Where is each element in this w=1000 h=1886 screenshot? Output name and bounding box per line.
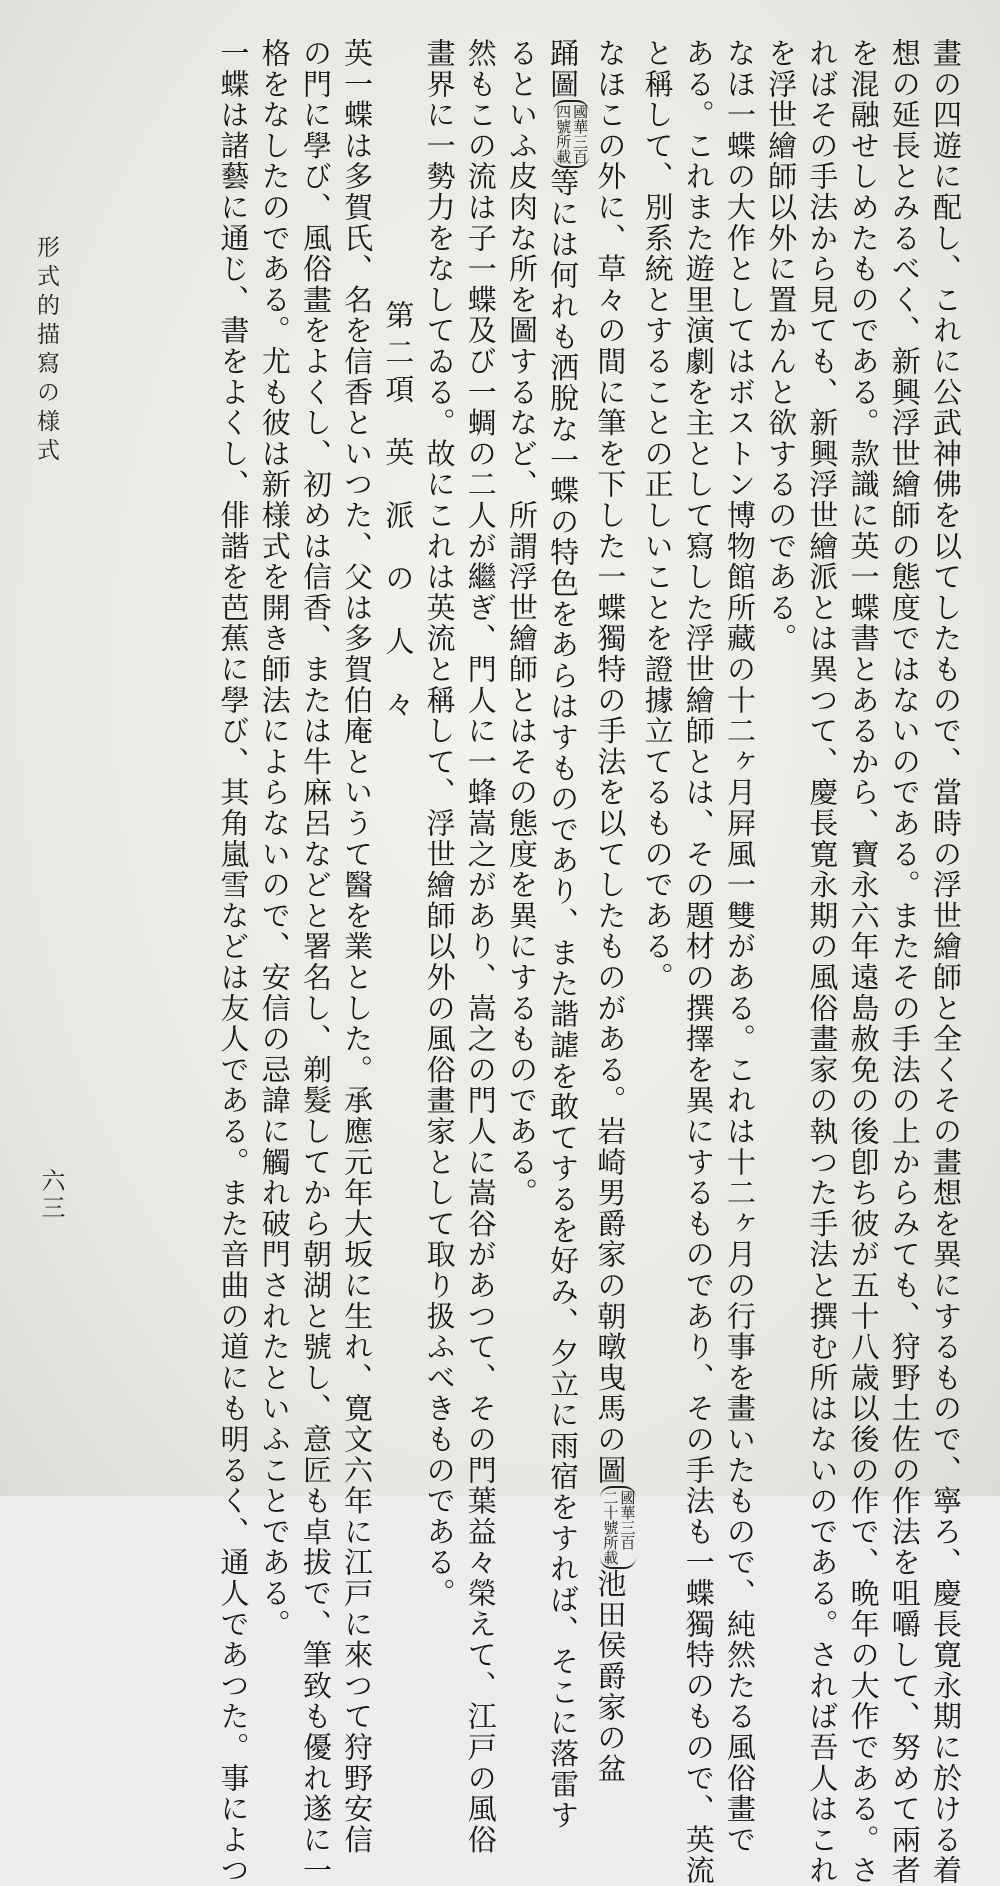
text-column: 一蝶は諸藝に通じ、書をよくし、俳諧を芭蕉に學び、其角嵐雪などは友人である。また音曲の道にも明るく、通人であつた。事によつ [216,38,251,1886]
text-column: ればその手法から見ても、新興浮世繪派とは異つて、慶長寛永期の風俗畫家の執つた手法と撰む所はないのである。されば吾人はこれ [805,38,840,1886]
text-column: るといふ皮肉な所を圖するなど、所謂浮世繪師とはその態度を異にするものである。 [504,38,539,1209]
text-column: なほ一蝶の大作としてはボストン博物館所藏の十二ヶ月屛風一雙がある。これは十二ヶ月の行事を畫いたもので、純然たる風俗畫で [722,38,757,1856]
text-column: を浮世繪師以外に置かんと欲するのである。 [764,38,799,654]
inline-citation-note [600,1486,636,1569]
running-header: 形式的描寫の様式 [33,235,59,467]
text-column: 想の延長とみるべく、新興浮世繪師の態度ではないのである。またその手法の上からみても、狩野土佐の作法を咀嚼して、努めて兩者 [887,38,922,1886]
text-segment: なほこの外に、草々の間に筆を下した一蝶獨特の手法を以てしたものがある。岩崎男爵家の朝暾曳馬の圖 [593,38,628,1486]
citation-line: 國華三百 [618,1489,637,1550]
heading-char: の [381,563,416,600]
text-segment: 池田侯爵家の盆 [593,1568,628,1785]
heading-char: 派 [381,500,416,537]
page-number: 六三 [37,1168,65,1222]
text-column: を混融せしめたものである。款識に英一蝶書とあるから、寶永六年遠島赦免の後卽ち彼が五十八歳以後の作で、晩年の大作である。さ [846,38,881,1886]
text-segment: 踊圖 [546,38,581,100]
text-column: 格をなしたのである。尤も彼は新様式を開き師法によらないので、安信の忌諱に觸れ破門されたといふことである。 [257,38,292,1640]
text-column: 畫の四遊に配し、これに公武神佛を以てしたもので、當時の浮世繪師と全くその畫想を異にするもので、寧ろ、慶長寛永期に於ける着 [929,38,963,1886]
citation-line: 國華三百 [571,103,590,164]
body-text [86,38,966,1886]
text-column: 英一蝶は多賀氏、名を信香といつた、父は多賀伯庵というて醫を業とした。承應元年大坂に生れ、寛文六年に江戸に來つて狩野安信 [340,38,375,1856]
text-column: の門に學び、風俗畫をよくし、初めは信香、または牛麻呂などと署名し、剃髮してから朝湖と號し、意匠も卓拔で、筆致も優れ遂に一 [298,38,333,1886]
citation-line: 二十號所載 [601,1489,620,1565]
heading-char: 英 [381,437,416,474]
text-column: 然もこの流は子一蝶及び一蜩の二人が繼ぎ、門人に一蜂嵩之があり、嵩之の門人に嵩谷があつて、その門葉益々榮えて、江戸の風俗 [463,38,498,1856]
section-heading [377,38,418,1458]
text-column [542,38,590,1831]
inline-citation-note [553,100,589,168]
text-column [589,38,637,1785]
text-column: 畫界に一勢力をなしてゐる。故にこれは英流と稱して、浮世繪師以外の風俗畫家として取り扱ふべきものである。 [422,38,457,1609]
text-column: ある。これまた遊里演劇を主として寫した浮世繪師とは、その題材の撰擇を異にするものであり、その手法も一蝶獨特のもので、英流 [681,38,716,1886]
heading-char: 々 [381,689,416,726]
heading-char: 人 [381,626,416,663]
citation-line: 四號所載 [554,103,573,164]
text-segment: 等には何れも洒脫な一蝶の特色をあらはすものであり、また諧謔を敢てするを好み、夕立に雨宿をすれば、そこに落雷す [546,167,581,1831]
heading-prefix: 第二項 [381,300,416,411]
text-column: と稱して、別系統とすることの正しいことを證據立てるものである。 [640,38,675,993]
